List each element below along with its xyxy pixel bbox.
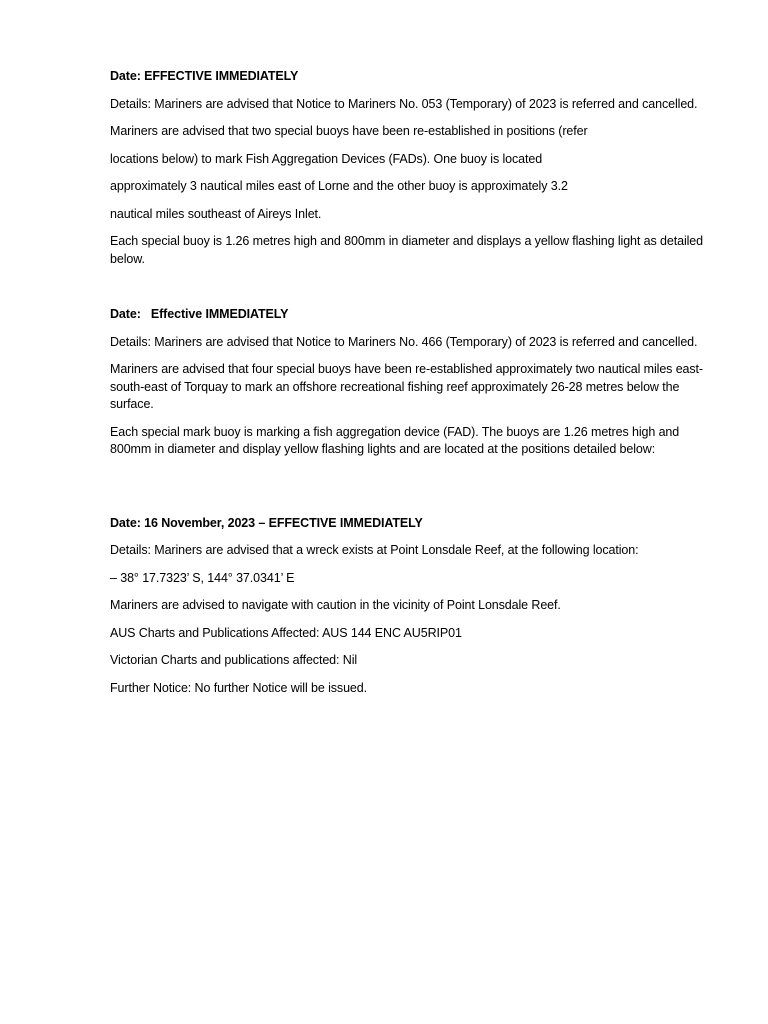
notice-1-details: Details: Mariners are advised that Notice to Mariners No. 053 (Temporary) of 2023 is referred and cancelled. xyxy=(110,96,698,111)
notice-1-body-line-1: Mariners are advised that two special buoys have been re-established in positions (refer xyxy=(110,124,588,138)
notice-2-buoy-description: Each special mark buoy is marking a fish aggregation device (FAD). The buoys are 1.26 metres high and 800mm in diameter and display yellow flashing lights and are located at the positions detailed below: xyxy=(110,424,680,456)
notice-3-position: – 38° 17.7323’ S, 144° 37.0341’ E xyxy=(110,570,295,585)
document-page xyxy=(110,68,710,707)
notice-3-further-notice: Further Notice: No further Notice will be issued. xyxy=(110,680,368,695)
notice-1-body-line-2: locations below) to mark Fish Aggregation Devices (FADs). One buoy is located xyxy=(110,151,543,166)
notice-3-aus-charts: AUS Charts and Publications Affected: AUS 144 ENC AU5RIP01 xyxy=(110,625,462,640)
notice-3-victorian-charts: Victorian Charts and publications affected: Nil xyxy=(110,653,358,667)
notice-1 xyxy=(110,68,710,268)
section-spacer xyxy=(110,469,710,515)
notice-2-details: Details: Mariners are advised that Notice to Mariners No. 466 (Temporary) of 2023 is referred and cancelled. xyxy=(110,334,698,349)
notice-3 xyxy=(110,515,710,698)
notice-1-body-line-3: approximately 3 nautical miles east of Lorne and the other buoy is approximately 3.2 xyxy=(110,179,568,193)
notice-3-date: Date: 16 November, 2023 – EFFECTIVE IMMEDIATELY xyxy=(110,515,423,530)
section-spacer xyxy=(110,278,710,306)
notice-2-body: Mariners are advised that four special buoys have been re-established approximately two nautical miles east-south-east of Torquay to mark an offshore recreational fishing reef approximately 26-28 metres below the surface. xyxy=(110,362,703,411)
notice-1-body-line-4: nautical miles southeast of Aireys Inlet. xyxy=(110,206,322,221)
notice-3-caution: Mariners are advised to navigate with caution in the vicinity of Point Lonsdale Reef. xyxy=(110,598,561,612)
notice-1-buoy-description: Each special buoy is 1.26 metres high and 800mm in diameter and displays a yellow flashing light as detailed below. xyxy=(110,234,704,266)
notice-3-details: Details: Mariners are advised that a wreck exists at Point Lonsdale Reef, at the following location: xyxy=(110,543,639,557)
notice-1-date: Date: EFFECTIVE IMMEDIATELY xyxy=(110,69,299,83)
notice-2-date: Date: Effective IMMEDIATELY xyxy=(110,307,289,321)
notice-2 xyxy=(110,306,710,459)
